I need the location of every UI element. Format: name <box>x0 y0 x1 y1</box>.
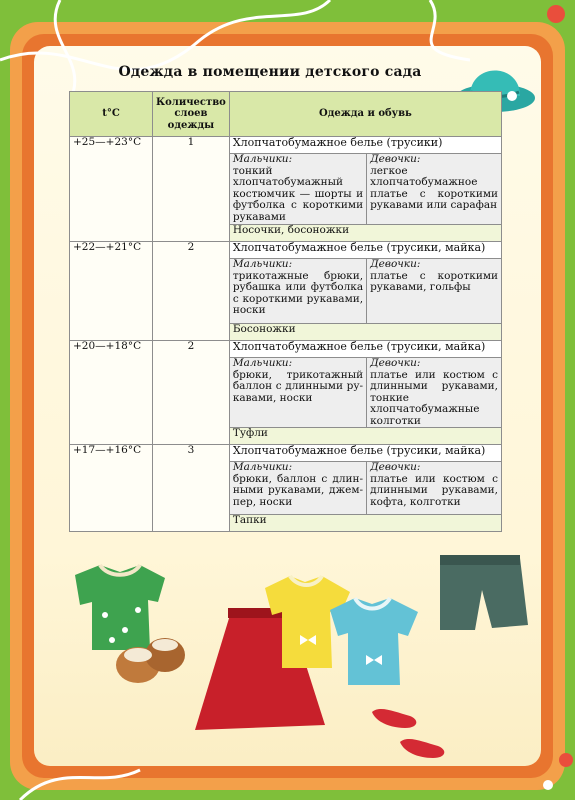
table-row <box>70 341 502 358</box>
boys-cell <box>229 154 366 225</box>
girls-text: платье или костюм с длинными рукавами, тонкие хлопчатобумажные колготки <box>370 368 498 427</box>
boys-cell <box>229 358 366 428</box>
temperature-cell: +25—+23°C <box>70 137 153 242</box>
header-layers: Количество слоев одежды <box>153 92 230 137</box>
boys-text: тонкий хлопчатобумажный костюмчик — шорты и футболка с короткими рукавами <box>232 164 364 223</box>
underwear-cell: Хлопчатобумажное белье (трусики, майка) <box>229 445 501 462</box>
shoes-cell: Туфли <box>229 428 501 445</box>
page-title: Одежда в помещении детского сада <box>118 64 422 80</box>
girls-text: платье или костюм с длинными рукавами, кофта, колготки <box>370 472 498 508</box>
layers-cell: 2 <box>153 341 230 445</box>
boys-cell <box>229 259 366 324</box>
temperature-cell: +17—+16°C <box>70 445 153 532</box>
shoes-cell: Тапки <box>229 515 501 532</box>
boys-text: трикотажные брюки, рубашка или футболка с короткими рукавами, носки <box>232 269 364 316</box>
table-row <box>70 445 502 462</box>
header-clothing: Одежда и обувь <box>229 92 501 137</box>
girls-label: Девочки: <box>370 258 421 270</box>
girls-cell <box>367 259 502 324</box>
layers-cell: 2 <box>153 242 230 341</box>
boys-label: Мальчики: <box>232 153 293 165</box>
table-row <box>70 137 502 154</box>
temperature-cell: +22—+21°C <box>70 242 153 341</box>
girls-label: Девочки: <box>370 357 421 369</box>
boys-text: брюки, трикотажный баллон с длинными рукавами, носки <box>232 368 364 404</box>
girls-cell <box>367 462 502 515</box>
underwear-cell: Хлопчатобумажное белье (трусики, майка) <box>229 242 501 259</box>
girls-label: Девочки: <box>370 153 421 165</box>
girls-cell <box>367 358 502 428</box>
table-header-row <box>70 92 502 137</box>
boys-label: Мальчики: <box>232 357 293 369</box>
boys-cell <box>229 462 366 515</box>
clothing-table <box>69 91 502 532</box>
underwear-cell: Хлопчатобумажное белье (трусики) <box>229 137 501 154</box>
boys-label: Мальчики: <box>232 461 293 473</box>
layers-cell: 3 <box>153 445 230 532</box>
layers-cell: 1 <box>153 137 230 242</box>
girls-text: легкое хлопчатобумажное платье с короткими рукавами или сарафан <box>370 164 498 211</box>
shoes-cell: Носочки, босоножки <box>229 225 501 242</box>
temperature-cell: +20—+18°C <box>70 341 153 445</box>
table-row <box>70 242 502 259</box>
boys-label: Мальчики: <box>232 258 293 270</box>
underwear-cell: Хлопчатобумажное белье (трусики, майка) <box>229 341 501 358</box>
girls-label: Девочки: <box>370 461 421 473</box>
header-temperature: t°C <box>70 92 153 137</box>
shoes-cell: Босоножки <box>229 324 501 341</box>
girls-cell <box>367 154 502 225</box>
girls-text: платье с короткими рукавами, гольфы <box>370 269 498 293</box>
boys-text: брюки, баллон с длинными рукавами, джемпер, носки <box>232 472 364 508</box>
